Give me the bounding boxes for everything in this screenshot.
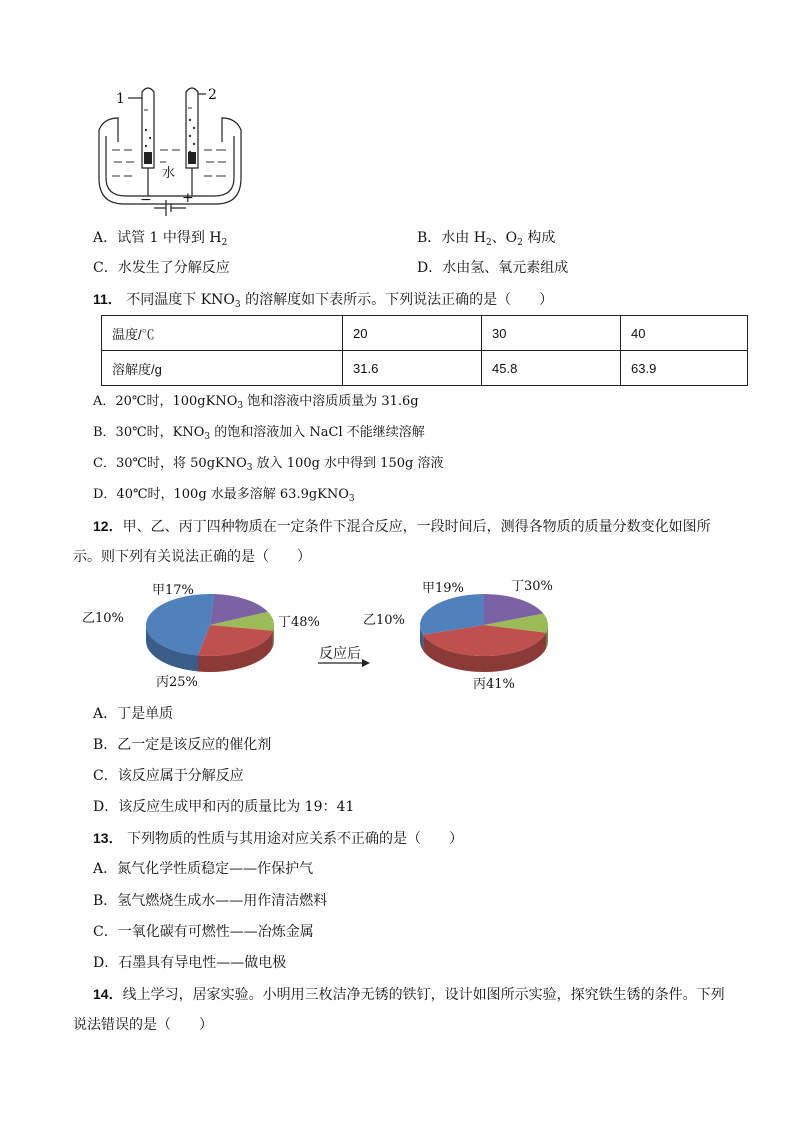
q14-stem-line1 (93, 985, 725, 1004)
table-row (102, 316, 748, 351)
q11-stem-sub: 3 (234, 300, 241, 310)
table-cell: 20 (343, 316, 482, 351)
q10-option-b-text: B．水由 H (417, 230, 486, 246)
q12-stem-text: 甲、乙、丙丁四种物质在一定条件下混合反应，一段时间后，测得各物质的质量分数变化如图所 (122, 519, 711, 535)
q10-option-b-sub1: 2 (485, 238, 492, 248)
electrolysis-figure (96, 80, 246, 218)
q11-option-d[interactable] (93, 486, 355, 504)
pie-label-before-bing: 丙25% (156, 675, 198, 690)
table-cell: 45.8 (482, 351, 621, 386)
q13-stem-text: 下列物质的性质与其用途对应关系不正确的是（ ） (122, 831, 464, 847)
q11-option-d-sub: 3 (348, 494, 355, 504)
q13-option-b[interactable]: B．氢气燃烧生成水——用作清洁燃料 (93, 893, 328, 909)
q13-number: 13． (93, 830, 123, 846)
tube-2-label: 2 (208, 87, 217, 103)
q14-stem-line2: 说法错误的是（ ） (73, 1017, 213, 1033)
q10-option-c[interactable]: C．水发生了分解反应 (93, 260, 230, 276)
pie-label-before-jia: 甲17% (152, 583, 194, 598)
q11-stem-b: 的溶解度如下表所示。下列说法正确的是（ ） (240, 292, 554, 308)
pie-chart-after (420, 594, 548, 672)
table-cell: 31.6 (343, 351, 482, 386)
pie-charts (80, 570, 580, 700)
pie-label-before-yi: 乙10% (82, 611, 124, 626)
q11-option-b[interactable] (93, 424, 425, 442)
pie-label-after-jia: 甲19% (422, 581, 464, 596)
q13-option-d[interactable]: D．石墨具有导电性——做电极 (93, 955, 287, 971)
solubility-table (101, 315, 748, 386)
q12-number: 12． (93, 518, 123, 534)
q11-option-d-text: D．40℃时，100g 水最多溶解 63.9gKNO (93, 487, 349, 502)
q14-number: 14． (93, 986, 123, 1002)
q11-stem-a: 不同温度下 KNO (121, 292, 235, 308)
q11-option-a-sub: 3 (237, 401, 244, 411)
q10-option-a[interactable] (93, 229, 227, 247)
q10-option-a-text: A．试管 1 中得到 H (93, 230, 222, 246)
q11-option-a-end: 饱和溶液中溶质质量为 31.6g (243, 394, 419, 409)
table-cell: 30 (482, 316, 621, 351)
q11-option-c-end: 放入 100g 水中得到 150g 溶液 (252, 456, 444, 471)
table-row (102, 351, 748, 386)
reaction-arrowhead (362, 659, 370, 667)
plus-label: + (182, 190, 194, 206)
q10-option-b[interactable] (417, 229, 555, 247)
minus-label: − (140, 192, 152, 208)
q11-option-b-sub: 3 (204, 432, 211, 442)
pie-label-after-yi: 乙10% (363, 613, 405, 628)
q12-option-d[interactable]: D．该反应生成甲和丙的质量比为 19：41 (93, 799, 355, 815)
q11-option-b-text: B．30℃时，KNO (93, 425, 205, 440)
q11-option-a-text: A．20℃时，100gKNO (93, 394, 238, 409)
q10-option-d[interactable]: D．水由氢、氧元素组成 (417, 260, 569, 276)
table-cell: 40 (621, 316, 748, 351)
q12-option-c[interactable]: C．该反应属于分解反应 (93, 768, 244, 784)
q11-option-a[interactable] (93, 393, 419, 411)
q12-stem-line1 (93, 517, 711, 536)
q11-number: 11． (93, 291, 122, 307)
q10-option-b-mid: 、O (491, 230, 518, 246)
q14-stem-text: 线上学习，居家实验。小明用三枚洁净无锈的铁钉，设计如图所示实验，探究铁生锈的条件。下列 (122, 987, 725, 1003)
table-cell: 63.9 (621, 351, 748, 386)
q10-option-a-sub: 2 (221, 238, 228, 248)
q10-option-b-end: 构成 (522, 230, 556, 246)
q13-option-c[interactable]: C．一氧化碳有可燃性——冶炼金属 (93, 924, 314, 940)
q13-stem (93, 829, 463, 848)
reaction-arrow-label: 反应后 (319, 646, 361, 662)
q11-option-c-text: C．30℃时，将 50gKNO (93, 456, 247, 471)
q11-option-c-sub: 3 (246, 463, 253, 473)
water-label: 水 (162, 166, 176, 181)
table-cell: 溶解度/g (102, 351, 343, 386)
pie-label-after-ding: 丁30% (511, 579, 553, 594)
q11-option-c[interactable] (93, 455, 443, 473)
q12-option-a[interactable]: A．丁是单质 (93, 706, 174, 722)
pie-label-before-ding: 丁48% (278, 615, 320, 630)
q11-option-b-end: 的饱和溶液加入 NaCl 不能继续溶解 (210, 425, 425, 440)
table-cell: 温度/℃ (102, 316, 343, 351)
q12-option-b[interactable]: B．乙一定是该反应的催化剂 (93, 737, 272, 753)
q13-option-a[interactable]: A．氮气化学性质稳定——作保护气 (93, 861, 314, 877)
pie-chart-before (146, 594, 274, 672)
q10-option-b-sub2: 2 (517, 238, 523, 248)
q12-stem-line2: 示。则下列有关说法正确的是（ ） (73, 549, 311, 565)
tube-1-label: 1 (116, 91, 125, 107)
pie-label-after-bing: 丙41% (473, 677, 515, 692)
q11-stem (93, 290, 553, 309)
